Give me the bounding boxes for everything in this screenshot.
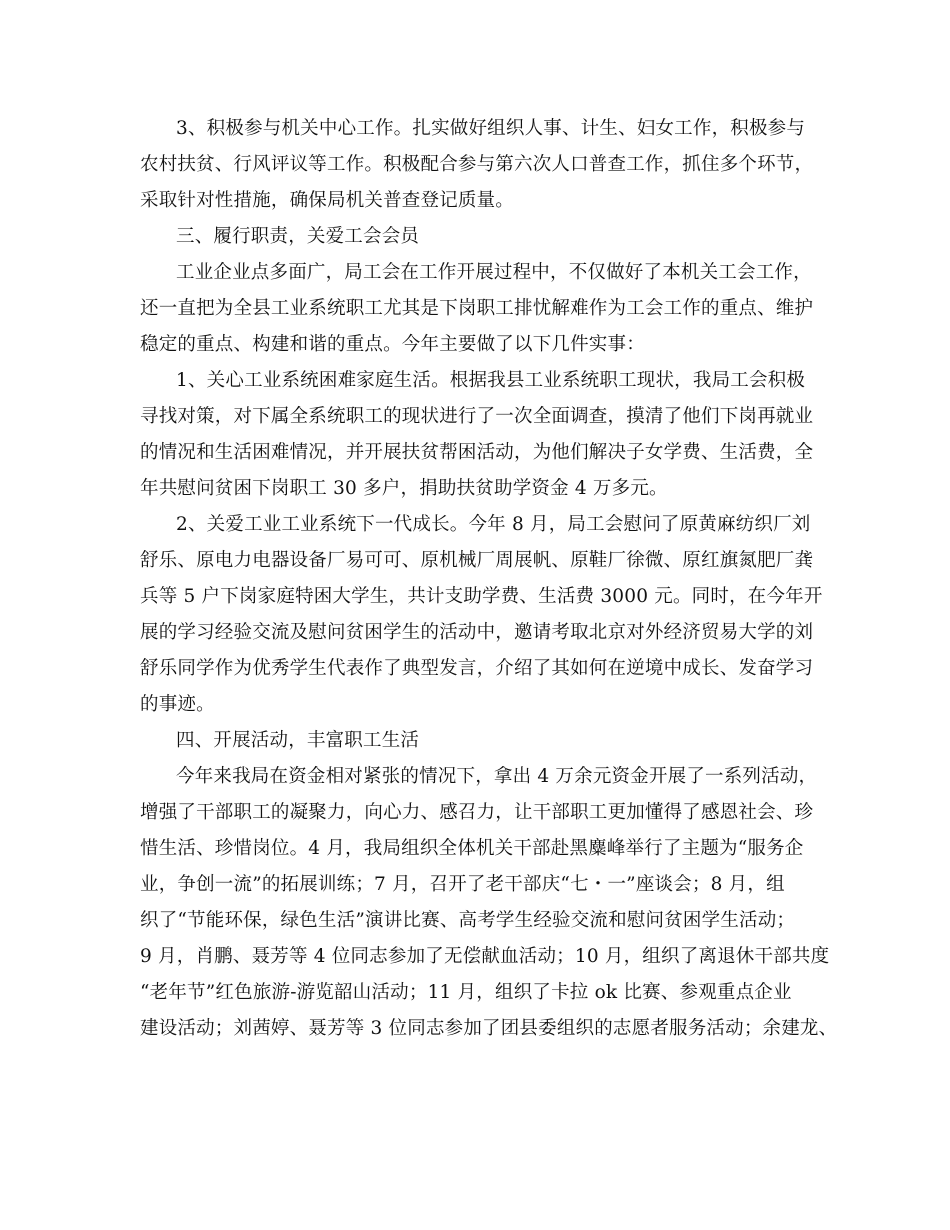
paragraph-line: 农村扶贫、行风评议等工作。积极配合参与第六次人口普查工作，抓住多个环节，	[140, 154, 814, 175]
paragraph-line: 舒乐、原电力电器设备厂易可可、原机械厂周展帆、原鞋厂徐微、原红旗氮肥厂龚	[140, 550, 814, 571]
paragraph-line: 工业企业点多面广，局工会在工作开展过程中，不仅做好了本机关工会工作，	[176, 262, 812, 283]
paragraph-line: 3、积极参与机关中心工作。扎实做好组织人事、计生、妇女工作，积极参与	[176, 118, 806, 139]
paragraph-line: 9 月，肖鹏、聂芳等 4 位同志参加了无偿献血活动；10 月，组织了离退休干部共度	[140, 946, 830, 967]
paragraph-line: 年共慰问贫困下岗职工 30 多户，捐助扶贫助学资金 4 万多元。	[140, 478, 668, 499]
paragraph-line: 今年来我局在资金相对紧张的情况下，拿出 4 万余元资金开展了一系列活动，	[176, 766, 818, 787]
paragraph-line: 建设活动；刘茜婷、聂芳等 3 位同志参加了团县委组织的志愿者服务活动；余建龙、	[140, 1018, 838, 1039]
paragraph-line: 的事迹。	[140, 694, 215, 715]
paragraph-line: 增强了干部职工的凝聚力，向心力、感召力，让干部职工更加懂得了感恩社会、珍	[140, 802, 814, 823]
paragraph-line: 展的学习经验交流及慰问贫困学生的活动中，邀请考取北京对外经济贸易大学的刘	[140, 622, 814, 643]
paragraph-line: 业，争创一流”的拓展训练；7 月，召开了老干部庆“七・一”座谈会；8 月，组	[140, 874, 785, 895]
section-heading: 三、履行职责，关爱工会会员	[176, 226, 420, 247]
paragraph-line: 惜生活、珍惜岗位。4 月，我局组织全体机关干部赴黑麋峰举行了主题为“服务企	[140, 838, 804, 859]
paragraph-line: “老年节”红色旅游-游览韶山活动；11 月，组织了卡拉 ok 比赛、参观重点企业	[140, 982, 792, 1003]
paragraph-line: 采取针对性措施，确保局机关普查登记质量。	[140, 190, 515, 211]
paragraph-line: 织了“节能环保，绿色生活”演讲比赛、高考学生经验交流和慰问贫困学生活动；	[140, 910, 796, 931]
paragraph-line: 1、关心工业系统困难家庭生活。根据我县工业系统职工现状，我局工会积极	[176, 370, 806, 391]
section-heading: 四、开展活动，丰富职工生活	[176, 730, 420, 751]
paragraph-line: 舒乐同学作为优秀学生代表作了典型发言，介绍了其如何在逆境中成长、发奋学习	[140, 658, 814, 679]
paragraph-line: 还一直把为全县工业系统职工尤其是下岗职工排忧解难作为工会工作的重点、维护	[140, 298, 814, 319]
paragraph-line: 稳定的重点、构建和谐的重点。今年主要做了以下几件实事：	[140, 334, 645, 355]
paragraph-line: 寻找对策，对下属全系统职工的现状进行了一次全面调查，摸清了他们下岗再就业	[140, 406, 814, 427]
paragraph-line: 2、关爱工业工业系统下一代成长。今年 8 月，局工会慰问了原黄麻纺织厂刘	[176, 514, 811, 535]
paragraph-line: 兵等 5 户下岗家庭特困大学生，共计支助学费、生活费 3000 元。同时，在今年开	[140, 586, 823, 607]
paragraph-line: 的情况和生活困难情况，并开展扶贫帮困活动，为他们解决子女学费、生活费，全	[140, 442, 814, 463]
